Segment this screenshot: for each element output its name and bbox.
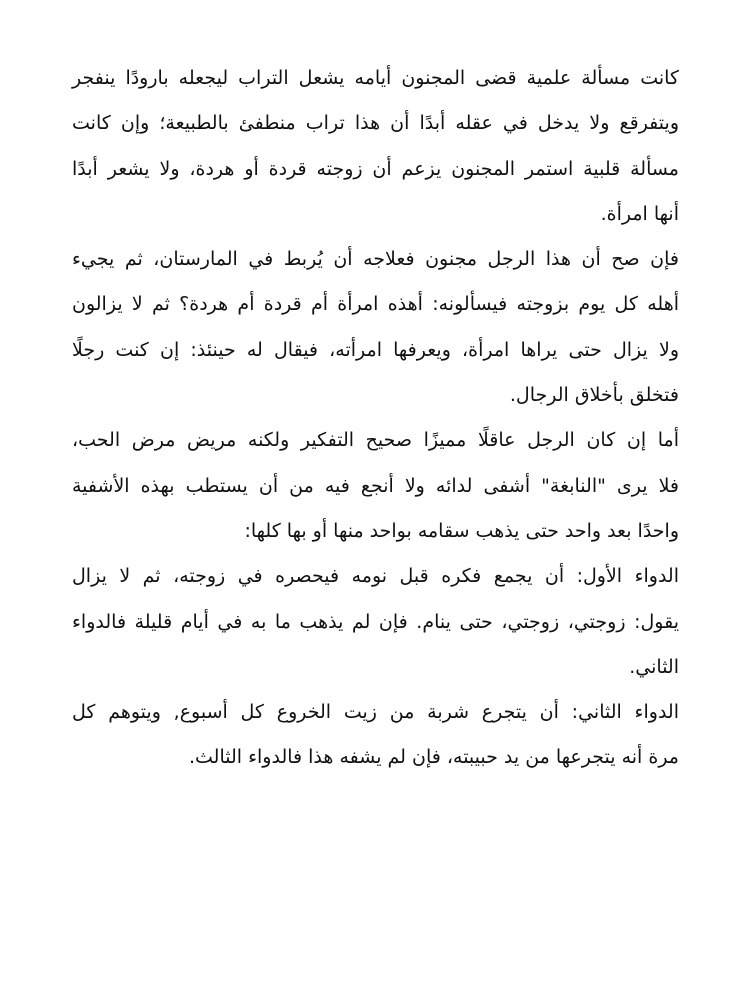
text-line: فتخلق بأخلاق الرجال. xyxy=(509,384,679,407)
paragraph-4 xyxy=(72,554,679,690)
text-line: أنها امرأة. xyxy=(600,202,679,225)
text-line: أما إن كان الرجل عاقلًا مميزًا صحيح التفكير ولكنه مريض مرض الحب، xyxy=(72,429,679,452)
paragraph-3 xyxy=(72,418,679,554)
paragraph-5 xyxy=(72,690,679,781)
paragraph-2 xyxy=(72,237,679,418)
text-line: الدواء الأول: أن يجمع فكره قبل نومه فيحصره في زوجته، ثم لا يزال xyxy=(72,565,679,588)
text-line: الدواء الثاني: أن يتجرع شربة من زيت الخروع كل أسبوع, ويتوهم كل xyxy=(72,701,679,724)
text-line: مسألة قلبية استمر المجنون يزعم أن زوجته قردة أو هردة، ولا يشعر أبدًا xyxy=(72,157,679,180)
text-line: مرة أنه يتجرعها من يد حبيبته، فإن لم يشفه هذا فالدواء الثالث. xyxy=(188,746,679,769)
text-line: أهله كل يوم بزوجته فيسألونه: أهذه امرأة أم قردة أم هردة؟ ثم لا يزالون xyxy=(72,293,679,316)
text-line: ويتفرقع ولا يدخل في عقله أبدًا أن هذا تراب منطفئ بالطبيعة؛ وإن كانت xyxy=(72,112,679,135)
text-line: ولا يزال حتى يراها امرأة، ويعرفها امرأته، فيقال له حينئذ: إن كنت رجلًا xyxy=(72,338,679,361)
text-line: يقول: زوجتي، زوجتي، حتى ينام. فإن لم يذهب ما به في أيام قليلة فالدواء xyxy=(72,610,679,633)
text-line: واحدًا بعد واحد حتى يذهب سقامه بواحد منها أو بها كلها: xyxy=(244,519,679,542)
text-line: فإن صح أن هذا الرجل مجنون فعلاجه أن يُربط في المارستان، ثم يجيء xyxy=(72,248,679,271)
document-page xyxy=(72,56,679,781)
text-line: فلا يرى "النابغة" أشفى لدائه ولا أنجع فيه من أن يستطب بهذه الأشفية xyxy=(72,474,679,497)
text-line: كانت مسألة علمية قضى المجنون أيامه يشعل التراب ليجعله بارودًا ينفجر xyxy=(72,67,679,89)
text-line: الثاني. xyxy=(629,655,679,678)
paragraph-1 xyxy=(72,56,679,237)
